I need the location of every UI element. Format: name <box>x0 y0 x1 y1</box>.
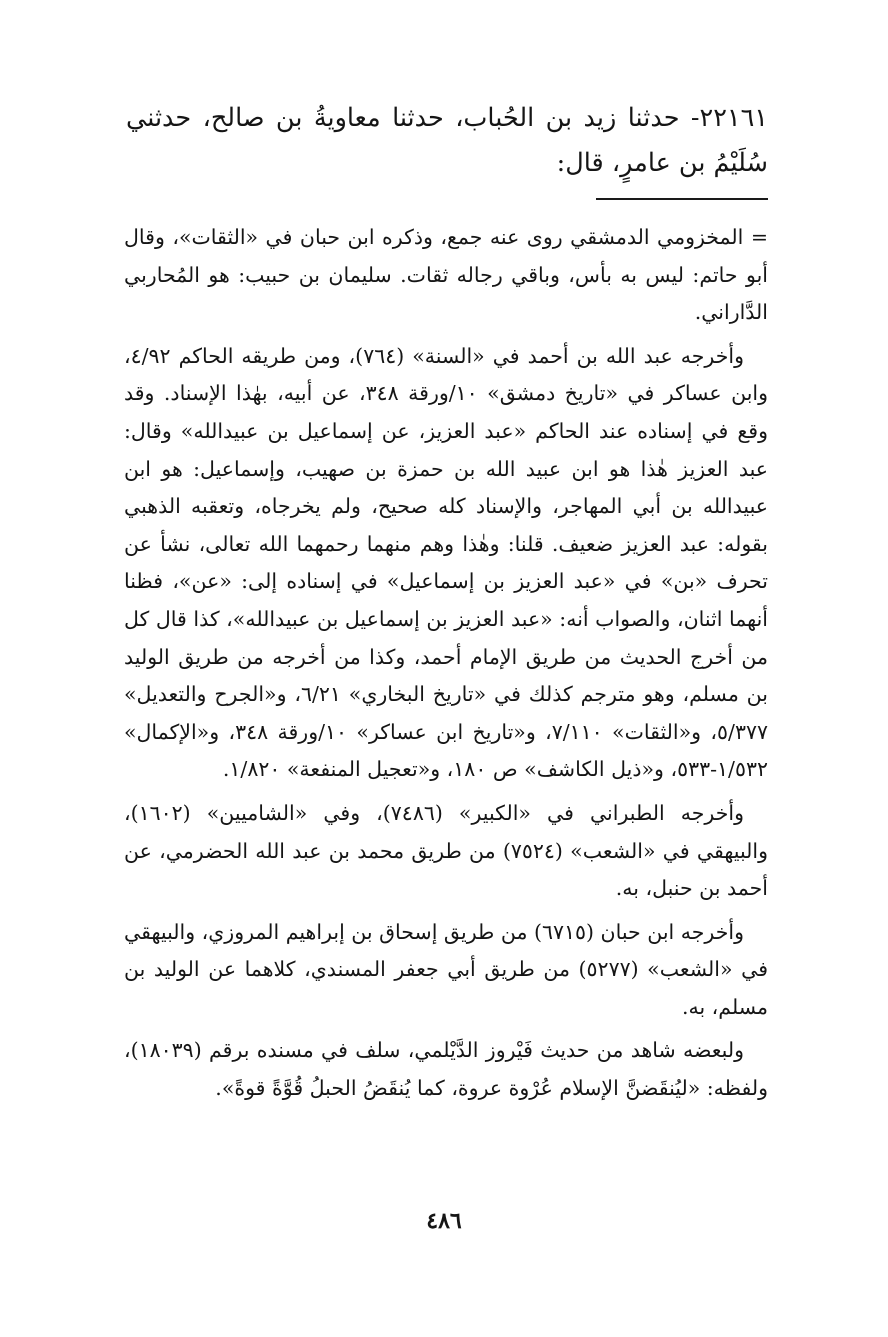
footnote-paragraph: وأخرجه الطبراني في «الكبير» (٧٤٨٦)، وفي «الشاميين» (١٦٠٢)، والبيهقي في «الشعب» (٧٥٢٤) من طريق محمد بن عبد الله الحضرمي، عن أحمد بن حنبل، به. <box>124 800 768 901</box>
footnotes-section <box>124 219 768 1114</box>
footnote-paragraph: ولبعضه شاهد من حديث فَيْروز الدَّيْلمي، سلف في مسنده برقم (١٨٠٣٩)، ولفظه: «ليُنقَضنَّ الإسلام عُرْوة عروة، كما يُنقَضُ الحبلُ قُوَّةً قوةً». <box>124 1038 768 1101</box>
footnote-paragraph: = المخزومي الدمشقي روى عنه جمع، وذكره ابن حبان في «الثقات»، وقال أبو حاتم: ليس به بأس، وباقي رجاله ثقات. سليمان بن حبيب: هو المُحاربي الدَّاراني. <box>124 225 768 325</box>
footnote-divider <box>596 198 768 200</box>
hadith-text-block <box>126 96 768 186</box>
hadith-text: ٢٢١٦١- حدثنا زيد بن الحُباب، حدثنا معاويةُ بن صالح، حدثني سُلَيْمُ بن عامرٍ، قال: <box>126 103 768 178</box>
footnote-paragraph: وأخرجه عبد الله بن أحمد في «السنة» (٧٦٤)، ومن طريقه الحاكم ٤/٩٢، وابن عساكر في «تاريخ دمشق» ١٠/ورقة ٣٤٨، عن أبيه، بهٰذا الإسناد. وقد وقع في إسناده عند الحاكم «عبد العزيز، عن إسماعيل بن عبيدالله» وقال: عبد العزيز هٰذا هو ابن عبيد الله بن حمزة بن صهيب، وإسماعيل: هو ابن عبيدالله بن أبي المهاجر، والإسناد كله صحيح، ولم يخرجاه، وتعقبه الذهبي بقوله: عبد العزيز ضعيف. قلنا: وهٰذا وهم منهما رحمهما الله تعالى، نشأ عن تحرف «بن» في «عبد العزيز بن إسماعيل» في إسناده إلى: «عن»، فظنا أنهما اثنان، والصواب أنه: «عبد العزيز بن إسماعيل بن عبيدالله»، كذا قال كل من أخرج الحديث من طريق الإمام أحمد، وكذا من أخرجه من طريق الوليد بن مسلم، وهو مترجم كذلك في «تاريخ البخاري» ٦/٢١، و«الجرح والتعديل» ٥/٣٧٧، و«الثقات» ٧/١١٠، و«تاريخ ابن عساكر» ١٠/ورقة ٣٤٨، و«الإكمال» ١/٥٣٢-٥٣٣، و«ذيل الكاشف» ص ١٨٠، و«تعجيل المنفعة» ١/٨٢٠. <box>124 343 769 782</box>
footnote-paragraph: وأخرجه ابن حبان (٦٧١٥) من طريق إسحاق بن إبراهيم المروزي، والبيهقي في «الشعب» (٥٢٧٧) من طريق أبي جعفر المسندي، كلاهما عن الوليد بن مسلم، به. <box>124 919 768 1019</box>
page-number: ٤٨٦ <box>426 1208 462 1234</box>
